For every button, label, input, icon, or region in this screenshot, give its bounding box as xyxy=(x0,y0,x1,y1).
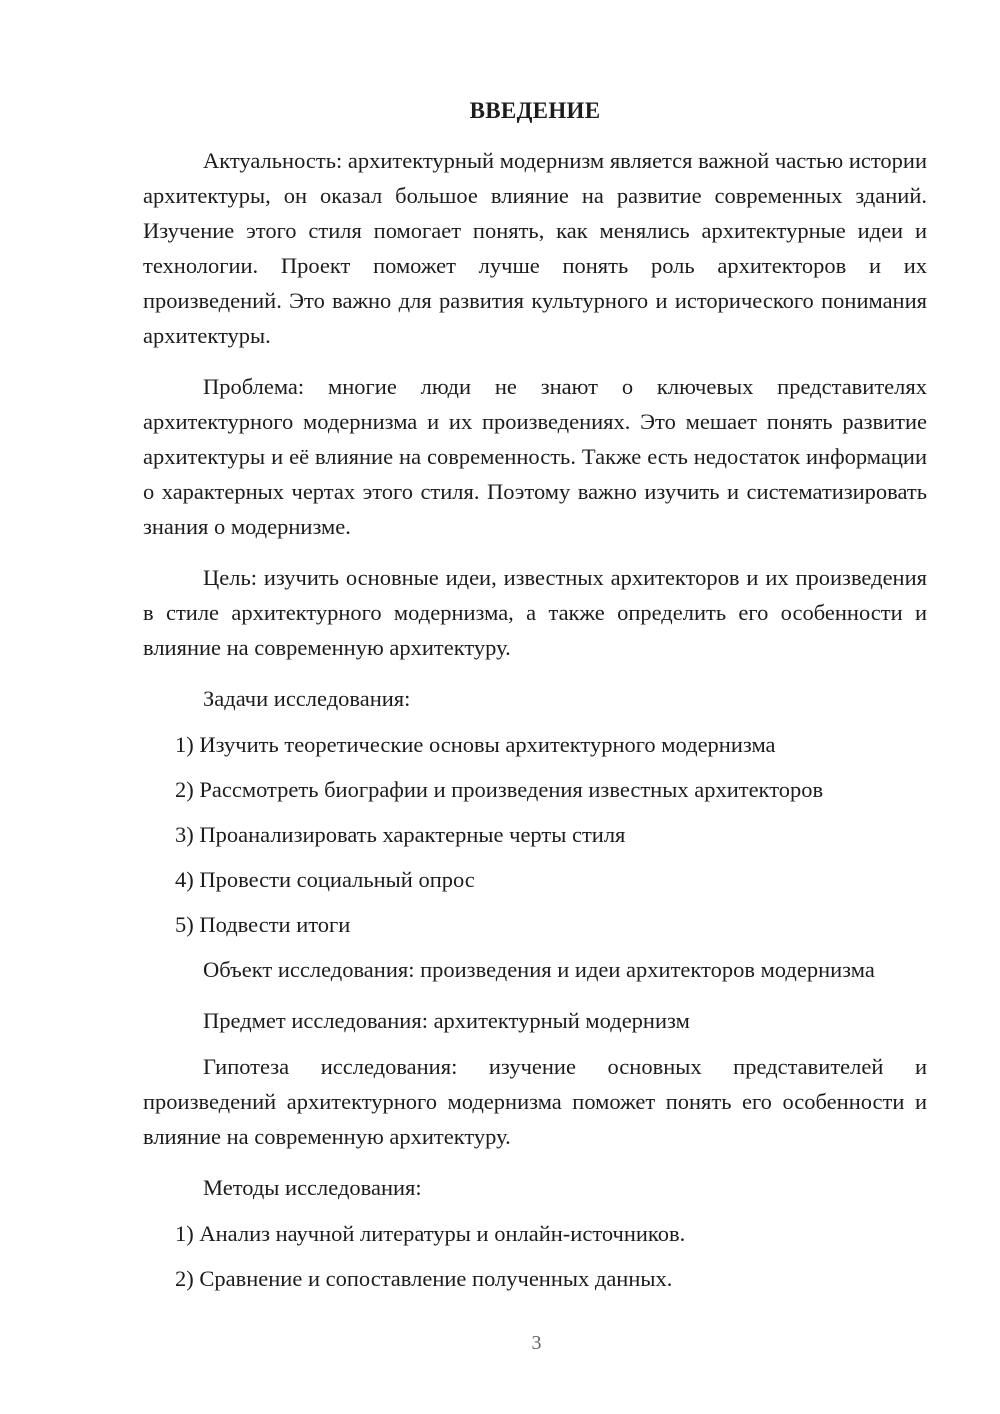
task-item: 2) Рассмотреть биографии и произведения известных архитекторов xyxy=(175,777,824,802)
tasks-heading: Задачи исследования: xyxy=(203,686,411,711)
page-title: ВВЕДЕНИЕ xyxy=(469,98,601,123)
method-item: 1) Анализ научной литературы и онлайн-источников. xyxy=(175,1221,686,1246)
methods-heading: Методы исследования: xyxy=(203,1175,422,1200)
object-paragraph: Объект исследования: произведения и идеи архитекторов модернизма xyxy=(203,957,875,982)
goal-paragraph: Цель: изучить основные идеи, известных архитекторов и их произведения в стиле архитектурного модернизма, а также определить его особенности и влияние на современную архитектуру. xyxy=(143,565,927,660)
task-item: 4) Провести социальный опрос xyxy=(175,867,475,892)
page-number: 3 xyxy=(531,1332,542,1354)
problem-paragraph: Проблема: многие люди не знают о ключевых представителях архитектурного модернизма и их произведениях. Это мешает понять развитие архитектуры и её влияние на современность. Также есть недостаток информации о характерных чертах этого стиля. Поэтому важно изучить и систематизировать знания о модернизме. xyxy=(143,374,927,539)
method-item: 2) Сравнение и сопоставление полученных данных. xyxy=(175,1266,673,1291)
actuality-paragraph: Актуальность: архитектурный модернизм является важной частью истории архитектуры, он оказал большое влияние на развитие современных зданий. Изучение этого стиля помогает понять, как менялись архитектурные идеи и технологии. Проект поможет лучше понять роль архитекторов и их произведений. Это важно для развития культурного и исторического понимания архитектуры. xyxy=(143,148,927,348)
task-item: 1) Изучить теоретические основы архитектурного модернизма xyxy=(175,732,776,757)
subject-line: Предмет исследования: архитектурный модернизм xyxy=(203,1008,690,1033)
hypothesis-paragraph: Гипотеза исследования: изучение основных представителей и произведений архитектурного модернизма поможет понять его особенности и влияние на современную архитектуру. xyxy=(143,1054,927,1149)
document-page xyxy=(143,96,927,1306)
task-item: 5) Подвести итоги xyxy=(175,912,351,937)
task-item: 3) Проанализировать характерные черты стиля xyxy=(175,822,626,847)
